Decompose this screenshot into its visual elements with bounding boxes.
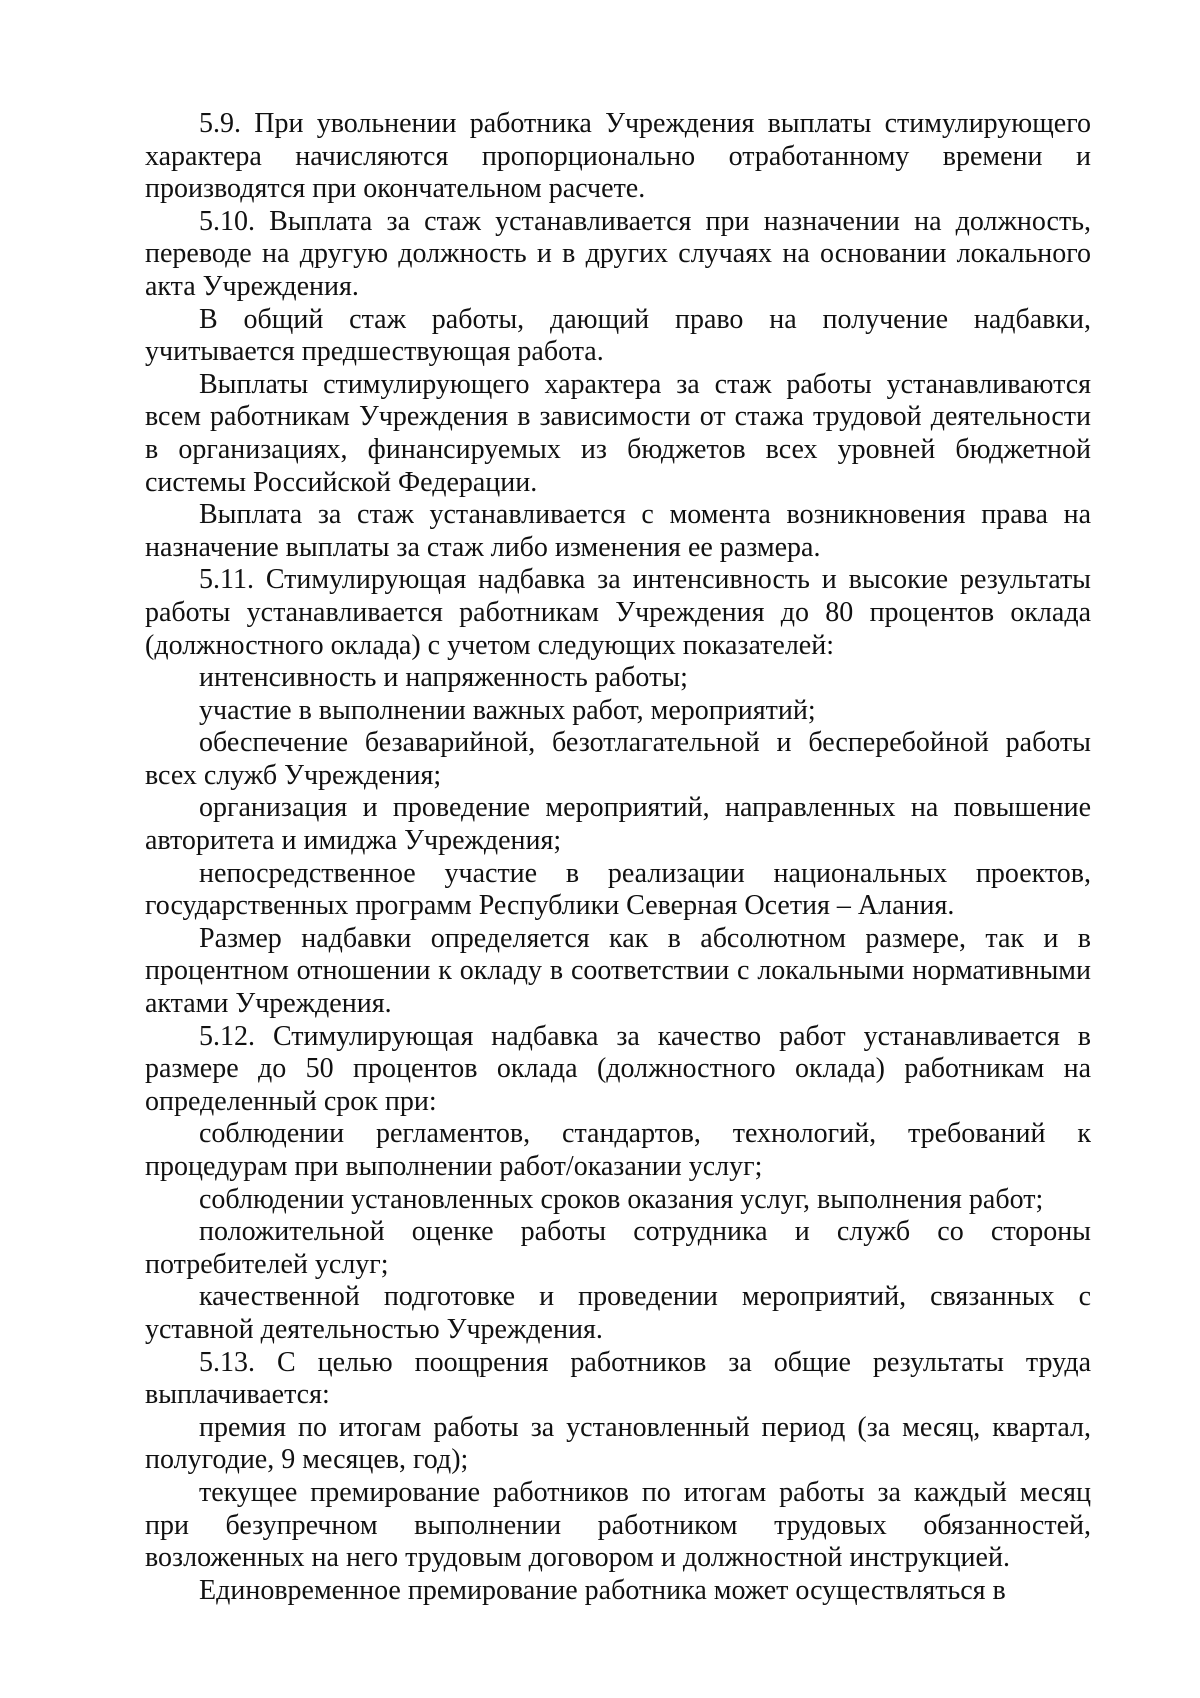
list-item: непосредственное участие в реализации национальных проектов, государственных программ Республики Северная Осетия – Алания. [145, 857, 1091, 922]
list-item: обеспечение безаварийной, безотлагательной и бесперебойной работы всех служб Учреждения; [145, 727, 1091, 791]
list-item: интенсивность и напряженность работы; [199, 662, 688, 694]
paragraph: Единовременное премирование работника может осуществляться в [199, 1574, 1006, 1606]
paragraph-5-9: 5.9. При увольнении работника Учреждения выплаты стимулирующего характера начисляются пропорционально отработанному времени и производятся при окончательном расчете. [145, 108, 1091, 205]
paragraph: В общий стаж работы, дающий право на получение надбавки, учитывается предшествующая работа. [145, 303, 1091, 368]
paragraph-5-13: 5.13. С целью поощрения работников за общие результаты труда выплачивается: [145, 1346, 1091, 1411]
list-item: соблюдении регламентов, стандартов, технологий, требований к процедурам при выполнении работ/оказании услуг; [145, 1118, 1091, 1182]
paragraph-5-10: 5.10. Выплата за стаж устанавливается при назначении на должность, переводе на другую должность и в других случаях на основании локального акта Учреждения. [145, 205, 1091, 302]
paragraph: Выплаты стимулирующего характера за стаж работы устанавливаются всем работникам Учреждения в зависимости от стажа трудовой деятельности в организациях, финансируемых из бюджетов всех уровней бюджетной системы Российской Федерации. [145, 368, 1091, 498]
list-item: текущее премирование работников по итогам работы за каждый месяц при безупречном выполнении работником трудовых обязанностей, возложенных на него трудовым договором и должностной инструкцией. [145, 1476, 1091, 1574]
paragraph: Размер надбавки определяется как в абсолютном размере, так и в процентном отношении к окладу в соответствии с локальными нормативными актами Учреждения. [145, 922, 1091, 1020]
list-item: соблюдении установленных сроков оказания услуг, выполнения работ; [199, 1183, 1044, 1215]
document-page [145, 108, 1091, 1607]
list-item: качественной подготовке и проведении мероприятий, связанных с уставной деятельностью Учреждения. [145, 1281, 1091, 1345]
list-item: организация и проведение мероприятий, направленных на повышение авторитета и имиджа Учреждения; [145, 792, 1091, 857]
list-item: участие в выполнении важных работ, мероприятий; [199, 694, 816, 726]
paragraph-5-11: 5.11. Стимулирующая надбавка за интенсивность и высокие результаты работы устанавливается работникам Учреждения до 80 процентов оклада (должностного оклада) с учетом следующих показателей: [145, 564, 1091, 661]
paragraph: Выплата за стаж устанавливается с момента возникновения права на назначение выплаты за стаж либо изменения ее размера. [145, 499, 1091, 563]
paragraph-5-12: 5.12. Стимулирующая надбавка за качество работ устанавливается в размере до 50 процентов оклада (должностного оклада) работникам на определенный срок при: [145, 1020, 1091, 1117]
list-item: положительной оценке работы сотрудника и служб со стороны потребителей услуг; [145, 1216, 1091, 1280]
list-item: премия по итогам работы за установленный период (за месяц, квартал, полугодие, 9 месяцев, год); [145, 1411, 1091, 1476]
